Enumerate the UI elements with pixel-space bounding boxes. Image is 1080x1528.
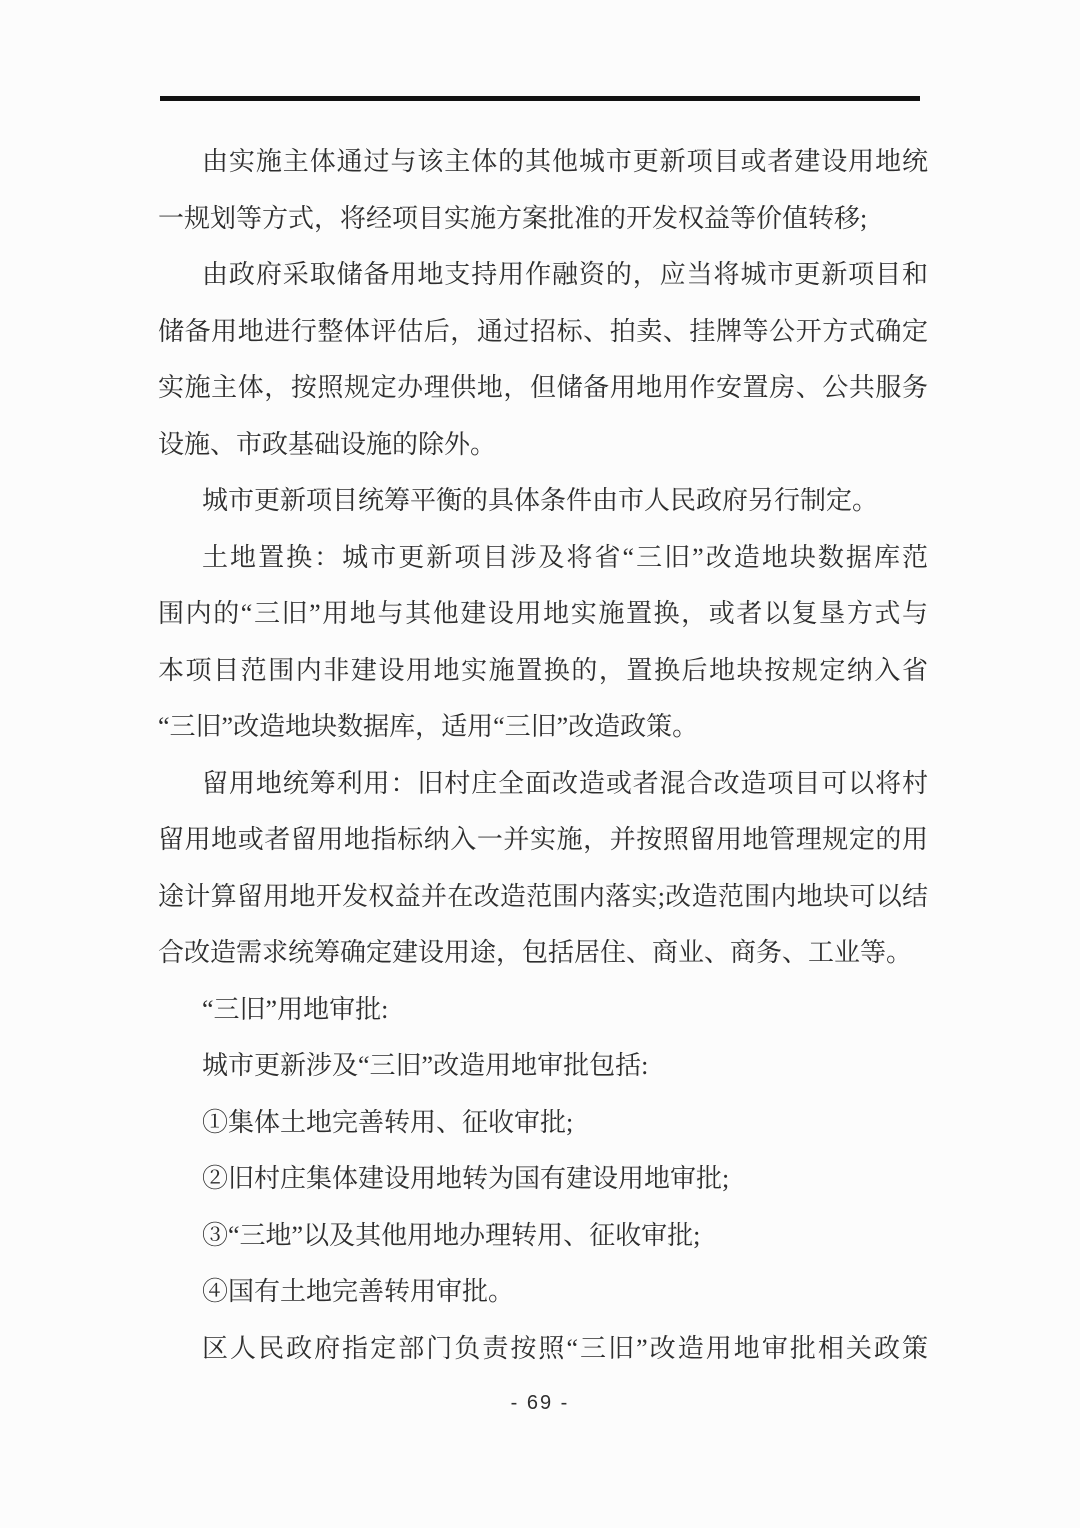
document-body [158, 134, 928, 1377]
text-line: 由实施主体通过与该主体的其他城市更新项目或者建设用地统 [202, 147, 928, 176]
text-line: 本项目范围内非建设用地实施置换的，置换后地块按规定纳入省 [158, 655, 928, 685]
text-line: 一规划等方式，将经项目实施方案批准的开发权益等价值转移; [158, 203, 868, 233]
text-line: “三旧”改造地块数据库，适用“三旧”改造政策。 [158, 712, 699, 741]
text-line: 留用地或者留用地指标纳入一并实施，并按照留用地管理规定的用 [158, 825, 928, 854]
text-line: 城市更新涉及“三旧”改造用地审批包括: [202, 1051, 649, 1080]
text-line: 留用地统筹利用：旧村庄全面改造或者混合改造项目可以将村 [202, 768, 928, 798]
text-line: 由政府采取储备用地支持用作融资的，应当将城市更新项目和 [202, 260, 928, 289]
text-line: 实施主体，按照规定办理供地，但储备用地用作安置房、公共服务 [158, 373, 928, 402]
header-rule [160, 96, 920, 101]
text-line: “三旧”用地审批: [202, 994, 389, 1024]
text-line: ④国有土地完善转用审批。 [202, 1277, 515, 1306]
text-line: 储备用地进行整体评估后，通过招标、拍卖、挂牌等公开方式确定 [158, 316, 928, 346]
text-line: ③“三地”以及其他用地办理转用、征收审批; [202, 1220, 701, 1250]
text-line: 土地置换：城市更新项目涉及将省“三旧”改造地块数据库范 [202, 542, 928, 572]
text-line: 设施、市政基础设施的除外。 [158, 429, 497, 459]
text-line: 途计算留用地开发权益并在改造范围内落实;改造范围内地块可以结 [158, 881, 928, 911]
page-number: - 69 - [510, 1392, 570, 1414]
text-line: 城市更新项目统筹平衡的具体条件由市人民政府另行制定。 [202, 486, 879, 515]
text-line: 围内的“三旧”用地与其他建设用地实施置换，或者以复垦方式与 [158, 599, 928, 628]
text-line: 合改造需求统筹确定建设用途，包括居住、商业、商务、工业等。 [158, 938, 913, 967]
text-line: ②旧村庄集体建设用地转为国有建设用地审批; [202, 1164, 730, 1193]
text-line: ①集体土地完善转用、征收审批; [202, 1107, 574, 1137]
text-line: 区人民政府指定部门负责按照“三旧”改造用地审批相关政策 [202, 1333, 928, 1363]
